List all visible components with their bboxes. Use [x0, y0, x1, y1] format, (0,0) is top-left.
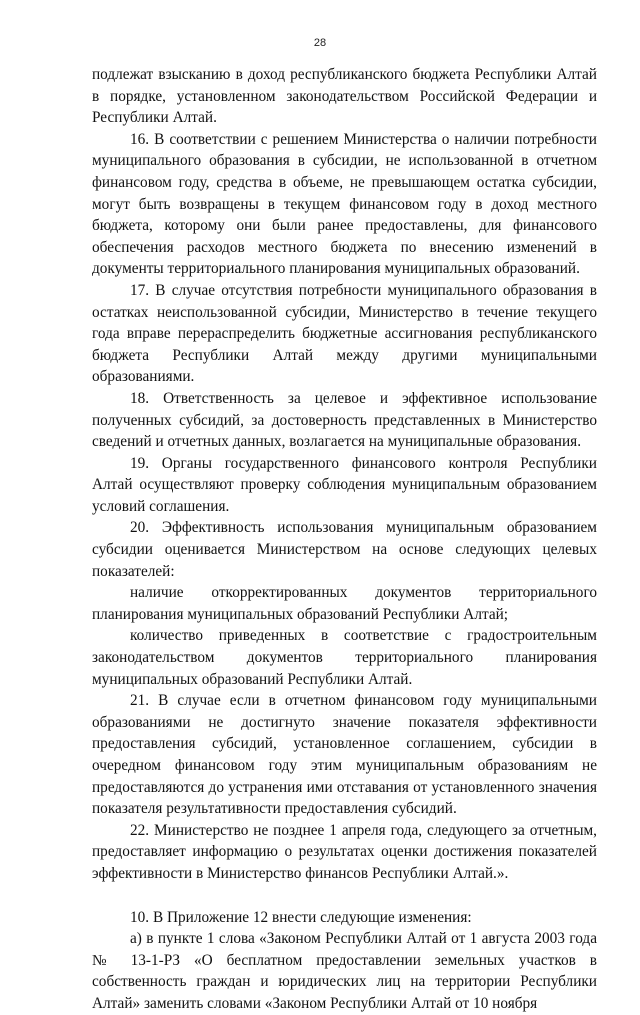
paragraph-continuation: подлежат взысканию в доход республиканского бюджета Республики Алтай в порядке, установленном законодательством Российской Федерации и Республики Алтай.: [92, 66, 597, 127]
paragraph-item-18: 18. Ответственность за целевое и эффективное использование полученных субсидий, за достоверность представленных в Министерство сведений и отчетных данных, возлагается на муниципальные образования.: [92, 389, 597, 451]
document-body: [92, 64, 597, 1015]
paragraph-indicator-2: количество приведенных в соответствие с градостроительным законодательством документов территориального планирования муниципальных образований Республики Алтай.: [92, 627, 597, 688]
paragraph-indicator-1: наличие откорректированных документов территориального планирования муниципальных образований Республики Алтай;: [92, 584, 597, 623]
paragraph-amendment-10a: а) в пункте 1 слова «Законом Республики Алтай от 1 августа 2003 года № 13-1-РЗ «О бесплатном предоставлении земельных участков в собственность граждан и юридических лиц на территории Республики Алтай» заменить словами «Законом Республики Алтай от 10 ноября: [92, 930, 597, 1012]
paragraph-item-16: 16. В соответствии с решением Министерства о наличии потребности муниципального образования в субсидии, не использованной в отчетном финансовом году, средства в объеме, не превышающем остатка субсидии, могут быть возвращены в текущем финансовом году в доход местного бюджета, которому они были ранее предоставлены, для финансового обеспечения расходов местного бюджета по внесению изменений в документы территориального планирования муниципальных образований.: [92, 130, 597, 278]
paragraph-item-22: 22. Министерство не позднее 1 апреля года, следующего за отчетным, предоставляет информацию о результатах оценки достижения показателей эффективности в Министерство финансов Республики Алтай.».: [92, 821, 597, 882]
paragraph-item-19: 19. Органы государственного финансового контроля Республики Алтай осуществляют проверку соблюдения муниципальным образованием условий соглашения.: [92, 454, 597, 515]
paragraph-item-20: 20. Эффективность использования муниципальным образованием субсидии оценивается Министерством на основе следующих целевых показателей:: [92, 519, 597, 580]
page-number: 28: [313, 37, 327, 49]
paragraph-amendment-10: 10. В Приложение 12 внести следующие изменения:: [130, 908, 472, 926]
paragraph-item-21: 21. В случае если в отчетном финансовом году муниципальными образованиями не достигнуто значение показателя эффективности предоставления субсидий, установленное соглашением, субсидии в очередном финансовом году этим муниципальным образованиям не предоставляются до устранения ими отставания от установленного значения показателя результативности предоставления субсидий.: [92, 692, 597, 818]
paragraph-item-17: 17. В случае отсутствия потребности муниципального образования в остатках неиспользованной субсидии, Министерство в течение текущего года вправе перераспределить бюджетные ассигнования республиканского бюджета Республики Алтай между другими муниципальными образованиями.: [92, 281, 597, 386]
